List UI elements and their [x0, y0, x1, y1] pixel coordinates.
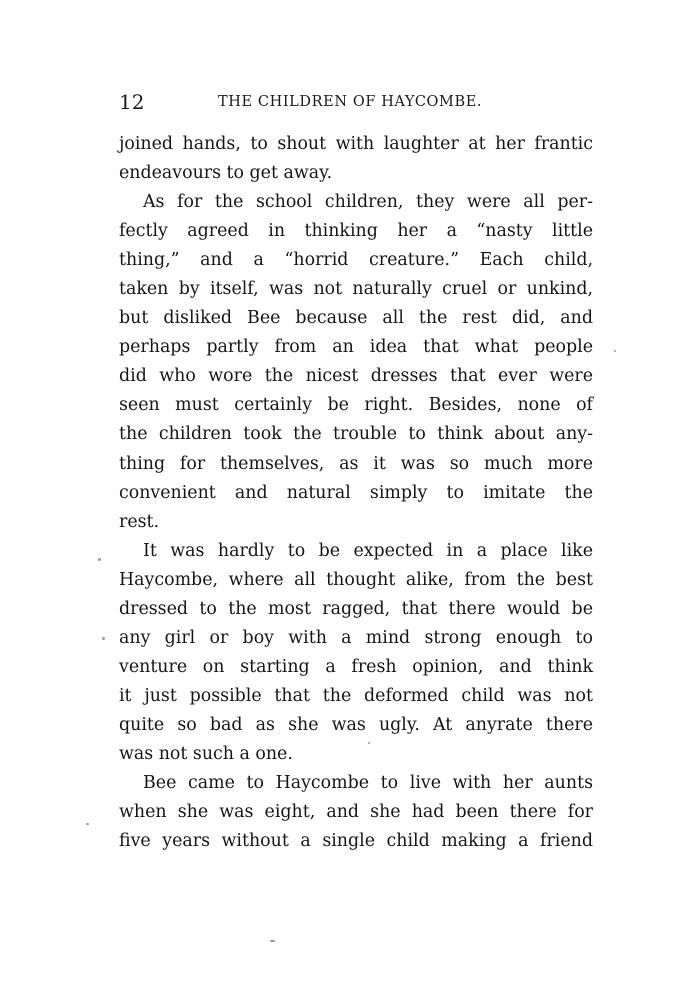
scan-speck: [86, 823, 89, 825]
text-line: quite so bad as she was ugly. At anyrate there: [119, 714, 593, 735]
scan-speck: [614, 350, 616, 352]
text-line: did who wore the nicest dresses that ever were: [119, 366, 593, 387]
text-line: As for the school children, they were all per-: [143, 192, 593, 213]
scan-speck: [270, 940, 275, 942]
text-line: it just possible that the deformed child was not: [119, 685, 593, 706]
paragraph: [119, 188, 593, 537]
page-number: 12: [119, 90, 145, 114]
text-line: taken by itself, was not naturally cruel or unkind,: [119, 279, 593, 300]
scan-speck: [98, 558, 101, 561]
text-line: dressed to the most ragged, that there would be: [119, 598, 593, 619]
text-line: thing for themselves, as it was so much more: [119, 453, 593, 474]
scan-speck: [102, 637, 105, 640]
text-line: thing,” and a “horrid creature.” Each child,: [119, 250, 593, 271]
text-line: five years without a single child making a friend: [119, 831, 593, 852]
running-head: [119, 88, 594, 116]
scan-speck: [368, 742, 370, 744]
text-line: joined hands, to shout with laughter at her frantic: [119, 134, 593, 154]
text-line: the children took the trouble to think about any-: [119, 424, 593, 445]
paragraph: [119, 537, 593, 769]
text-line: perhaps partly from an idea that what people: [119, 337, 593, 358]
text-line: convenient and natural simply to imitate the: [119, 482, 593, 503]
text-line: when she was eight, and she had been there for: [119, 802, 593, 823]
text-line: but disliked Bee because all the rest did, and: [119, 308, 593, 329]
text-line: rest.: [119, 511, 160, 532]
running-title: THE CHILDREN OF HAYCOMBE.: [218, 94, 483, 110]
body-text: [119, 130, 593, 856]
text-line: It was hardly to be expected in a place like: [143, 540, 593, 561]
text-line: endeavours to get away.: [119, 163, 333, 184]
text-line: any girl or boy with a mind strong enough to: [119, 627, 593, 648]
paragraph: [119, 769, 593, 856]
text-line: Haycombe, where all thought alike, from the best: [119, 569, 593, 590]
paragraph: [119, 130, 593, 188]
text-line: venture on starting a fresh opinion, and think: [119, 656, 593, 677]
text-line: seen must certainly be right. Besides, none of: [119, 395, 593, 416]
text-line: fectly agreed in thinking her a “nasty little: [119, 221, 593, 242]
text-line: was not such a one.: [119, 743, 293, 764]
text-line: Bee came to Haycombe to live with her aunts: [143, 773, 593, 794]
